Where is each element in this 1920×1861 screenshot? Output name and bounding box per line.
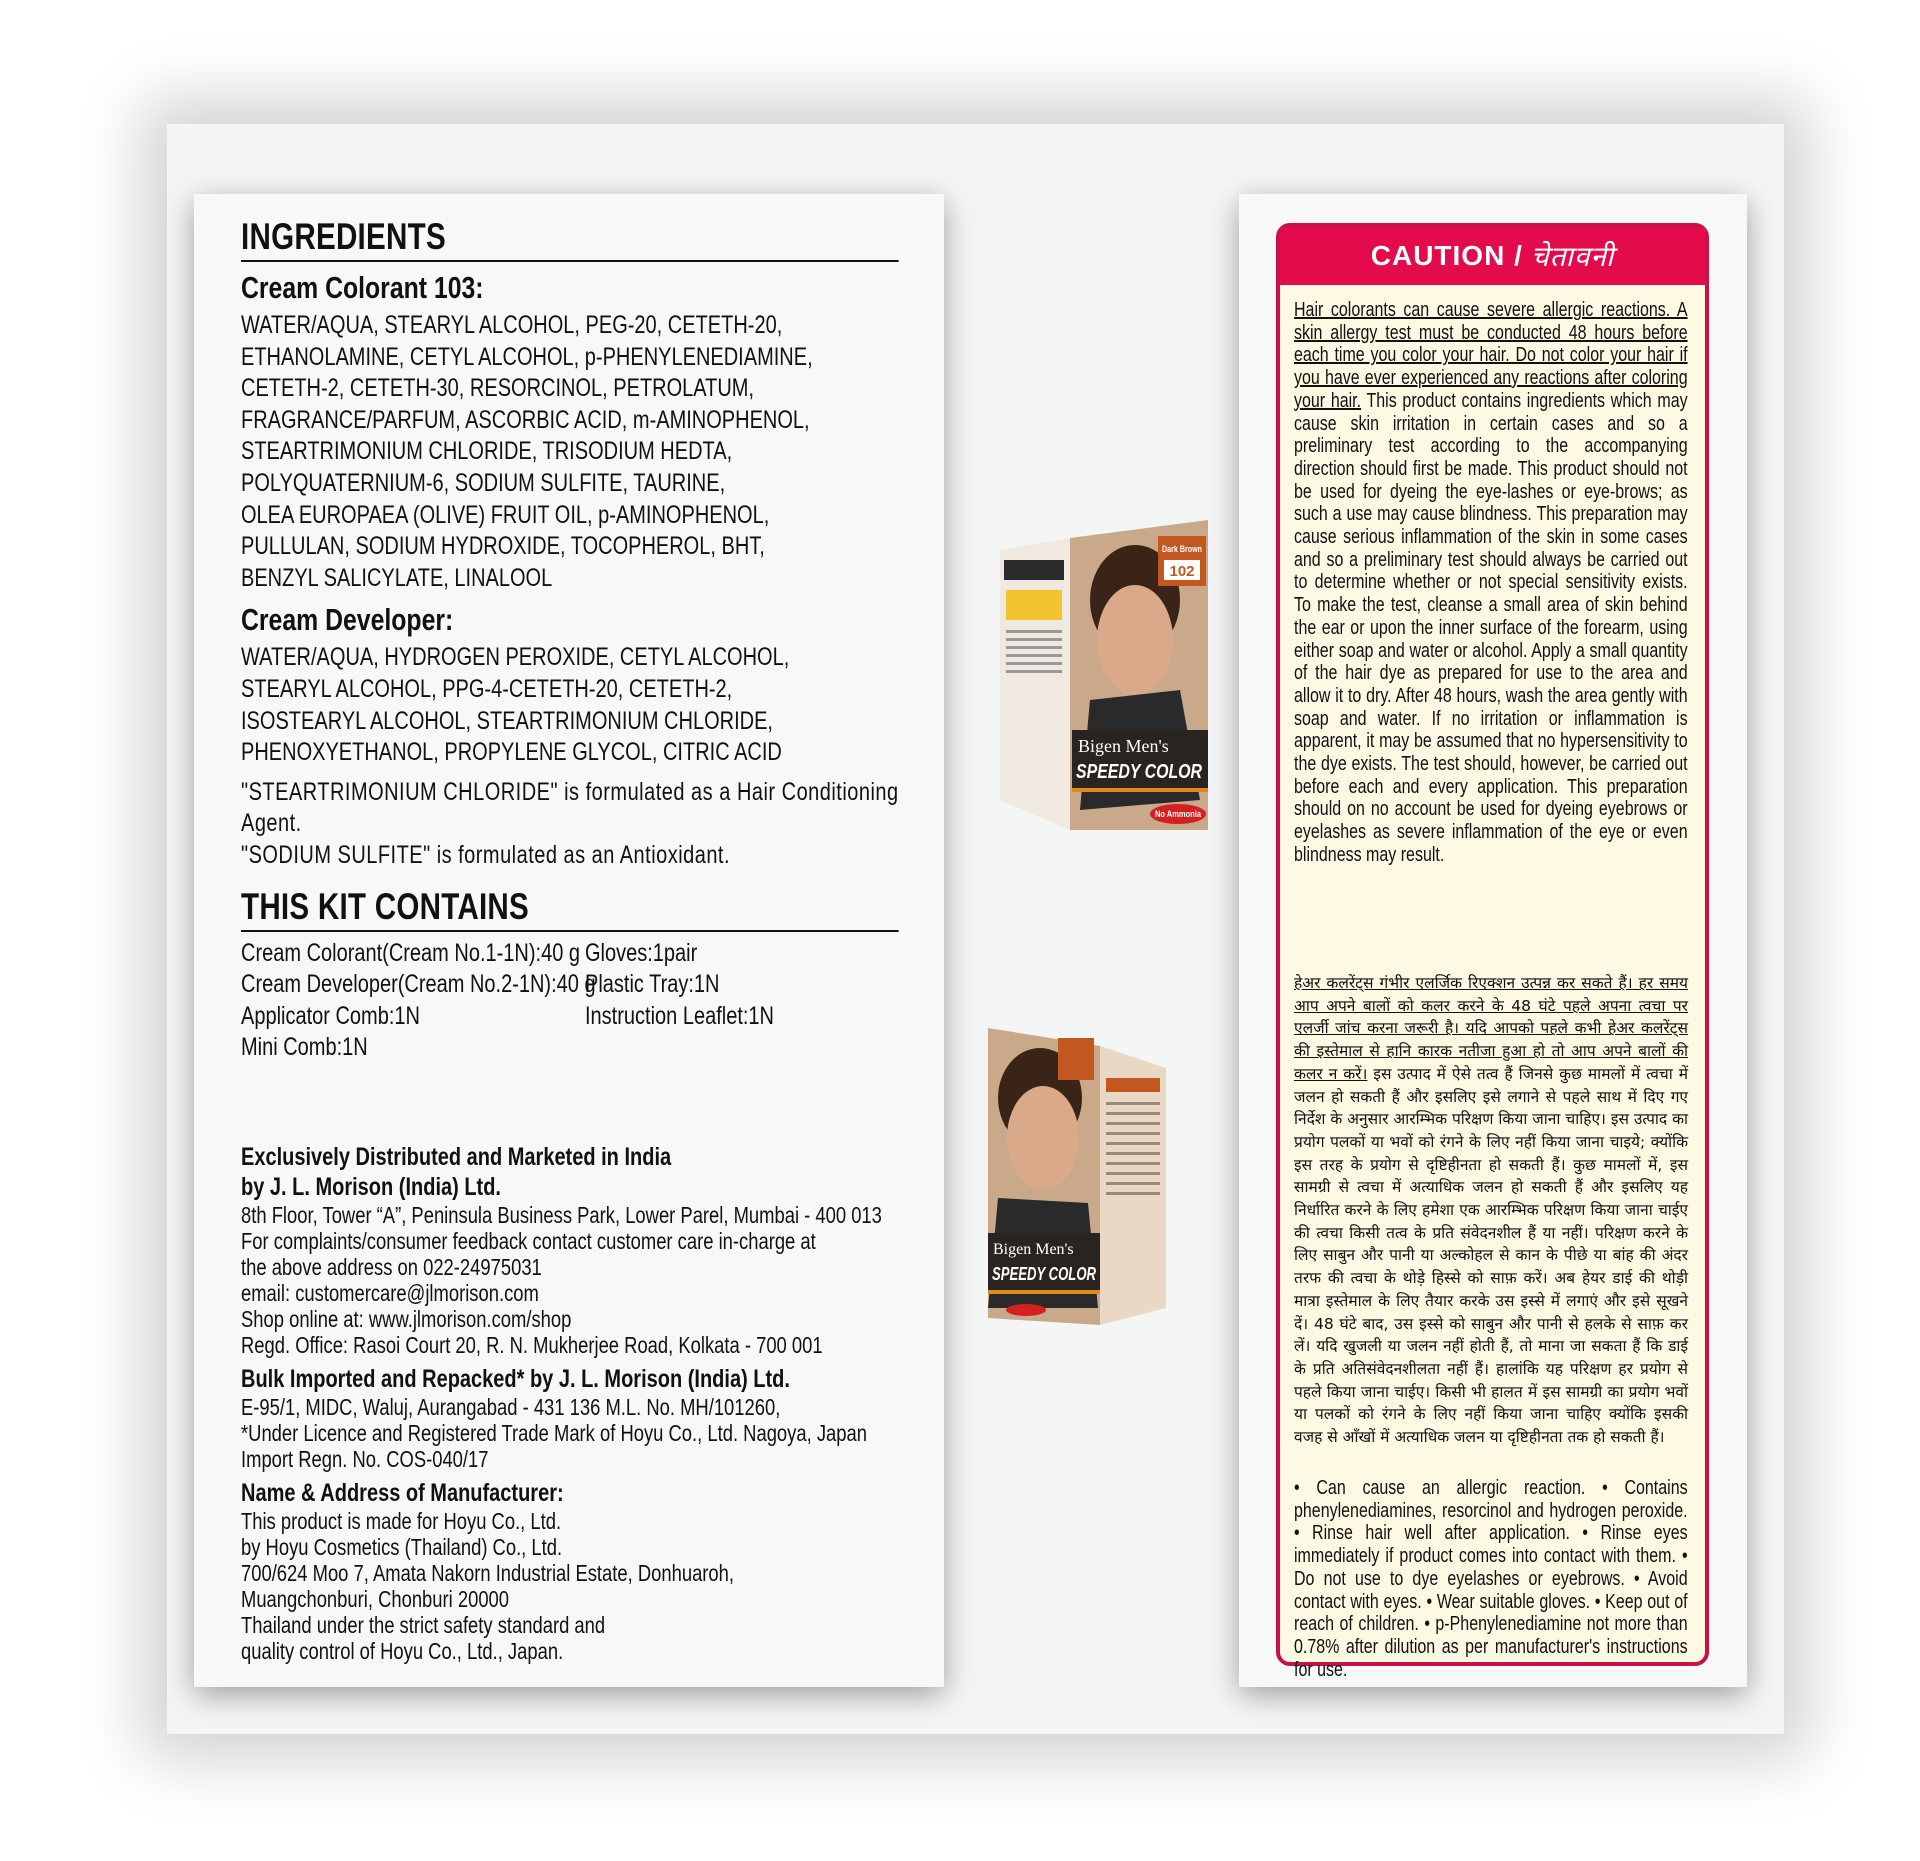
address-line: E-95/1, MIDC, Waluj, Aurangabad - 431 136 M.L. No. MH/101260,: [241, 1393, 781, 1420]
kit-title: THIS KIT CONTAINS: [241, 886, 899, 932]
address-line: Muangchonburi, Chonburi 20000: [241, 1585, 510, 1612]
distributor-name: by J. L. Morison (India) Ltd.: [241, 1172, 501, 1201]
ingredients-title: INGREDIENTS: [241, 216, 899, 262]
address-line: quality control of Hoyu Co., Ltd., Japan.: [241, 1637, 564, 1664]
box-shade-number: 102: [1169, 563, 1195, 580]
product-box-image-2: [988, 1028, 1166, 1325]
kit-item: Cream Colorant(Cream No.1-1N):40 g: [241, 938, 581, 967]
caution-english: [1294, 299, 1688, 867]
ingredient-line: STEARTRIMONIUM CHLORIDE, TRISODIUM HEDTA,: [241, 437, 733, 466]
colorant-list: [241, 310, 899, 594]
kit-item: Applicator Comb:1N: [241, 1001, 420, 1030]
address-line: the above address on 022-24975031: [241, 1253, 542, 1280]
kit-column-1: [241, 938, 596, 1064]
ingredient-line: WATER/AQUA, HYDROGEN PEROXIDE, CETYL ALCOHOL,: [241, 643, 790, 672]
ingredient-line: ISOSTEARYL ALCOHOL, STEARTRIMONIUM CHLORIDE,: [241, 706, 773, 735]
ingredient-line: PHENOXYETHANOL, PROPYLENE GLYCOL, CITRIC ACID: [241, 738, 782, 767]
kit-item: Cream Developer(Cream No.2-1N):40 g: [241, 970, 596, 999]
developer-list: [241, 642, 899, 768]
ingredient-line: PULLULAN, SODIUM HYDROXIDE, TOCOPHEROL, BHT,: [241, 532, 765, 561]
importer-title: Bulk Imported and Repacked* by J. L. Morison (India) Ltd.: [241, 1364, 790, 1393]
ingredients-text: [241, 216, 899, 1664]
address-line: This product is made for Hoyu Co., Ltd.: [241, 1507, 562, 1534]
box-brand: Bigen Men's: [1078, 736, 1169, 756]
note-antioxidant: "SODIUM SULFITE" is formulated as an Antioxidant.: [241, 840, 731, 869]
address-line: *Under Licence and Registered Trade Mark of Hoyu Co., Ltd. Nagoya, Japan: [241, 1419, 867, 1446]
kit-item: Mini Comb:1N: [241, 1033, 368, 1062]
address-line: For complaints/consumer feedback contact customer care in-charge at: [241, 1227, 816, 1254]
kit-contents: [241, 938, 899, 1064]
note-conditioning: "STEARTRIMONIUM CHLORIDE" is formulated as a Hair Conditioning Agent.: [241, 777, 899, 838]
distributor-address: [241, 1202, 899, 1358]
address-line: Shop online at: www.jlmorison.com/shop: [241, 1305, 572, 1332]
box2-name: SPEEDY COLOR: [992, 1264, 1096, 1284]
caution-box: [1276, 223, 1709, 1681]
address-line: Thailand under the strict safety standard and: [241, 1611, 606, 1638]
caution-bullets-block: [1294, 1477, 1688, 1687]
distributor-title: Exclusively Distributed and Marketed in India: [241, 1142, 672, 1171]
caution-hindi: [1294, 972, 1688, 1449]
caution-hindi-block: [1294, 972, 1688, 1459]
ingredient-line: OLEA EUROPAEA (OLIVE) FRUIT OIL, p-AMINOPHENOL,: [241, 500, 770, 529]
box-badge: No Ammonia: [1155, 809, 1202, 819]
colorant-title: Cream Colorant 103:: [241, 270, 484, 305]
address-line: 700/624 Moo 7, Amata Nakorn Industrial Estate, Donhuaroh,: [241, 1559, 735, 1586]
address-line: email: customercare@jlmorison.com: [241, 1279, 539, 1306]
caution-warning-underlined: Hair colorants can cause severe allergic reactions. A skin allergy test must be conducted 48 hours before each time you color your hair. Do not color your hair if you have ever experienced any reactions after coloring your hair.: [1294, 299, 1688, 412]
ingredient-line: FRAGRANCE/PARFUM, ASCORBIC ACID, m-AMINOPHENOL,: [241, 405, 810, 434]
ingredient-line: WATER/AQUA, STEARYL ALCOHOL, PEG-20, CETETH-20,: [241, 311, 783, 339]
kit-column-2: [585, 938, 774, 1064]
box-shade: Dark Brown: [1162, 544, 1202, 554]
caution-text: [1294, 299, 1688, 873]
manufacturer-title: Name & Address of Manufacturer:: [241, 1478, 564, 1507]
ingredient-line: STEARYL ALCOHOL, PPG-4-CETETH-20, CETETH-2,: [241, 674, 733, 703]
caution-header: [1280, 227, 1705, 285]
caution-hindi-underlined: हेअर कलरेंट्स गंभीर एलर्जिक रिएक्शन उत्पन्न कर सकते हैं। हर समय आप अपने बालों को कलर करने के 48 घंटे पहले अपना त्वचा पर एलर्जी जांच करना जरूरी है। यदि आपको पहले कभी हेअर कलरेंट्स की इस्तेमाल से हानि कारक नतीजा हुआ हो तो आप अपने बालों की कलर न करें।: [1294, 974, 1688, 1083]
address-line: by Hoyu Cosmetics (Thailand) Co., Ltd.: [241, 1533, 563, 1560]
developer-title: Cream Developer:: [241, 602, 454, 638]
caution-bullets: • Can cause an allergic reaction. • Contains phenylenediamines, resorcinol and hydrogen peroxide. • Rinse hair well after application. • Rinse eyes immediately if product comes into contact with them. • Do not use to dye eyelashes or eyebrows. • Avoid contact with eyes. • Wear suitable gloves. • Keep out of reach of children. • p-Phenylenediamine not more than 0.78% after dilution as per manufacturer's instructions for use.: [1294, 1477, 1688, 1681]
caution-panel: [1239, 194, 1747, 1687]
ingredient-line: BENZYL SALICYLATE, LINALOOL: [241, 563, 553, 592]
ingredients-panel: [194, 194, 944, 1687]
caution-title: CAUTION /: [1370, 240, 1523, 271]
ingredient-line: POLYQUATERNIUM-6, SODIUM SULFITE, TAURINE,: [241, 468, 726, 497]
caution-title-hindi: चेतावनी: [1530, 241, 1615, 272]
ingredient-line: ETHANOLAMINE, CETYL ALCOHOL, p-PHENYLENEDIAMINE,: [241, 342, 813, 371]
kit-item: Plastic Tray:1N: [585, 970, 720, 999]
kit-item: Gloves:1pair: [585, 938, 698, 967]
box2-brand: Bigen Men's: [993, 1241, 1074, 1258]
address-line: 8th Floor, Tower “A”, Peninsula Business Park, Lower Parel, Mumbai - 400 013: [241, 1201, 882, 1228]
ingredient-line: CETETH-2, CETETH-30, RESORCINOL, PETROLATUM,: [241, 374, 755, 403]
product-box-image: [1000, 520, 1208, 830]
box-name: SPEEDY COLOR: [1076, 761, 1203, 783]
caution-hindi-body: इस उत्पाद में ऐसे तत्व हैं जिनसे कुछ मामलों में त्वचा में जलन हो सकती हैं और इसलिए इसे लगाने से पहले साथ में दिए गए निर्देश के अनुसार आरम्भिक परिक्षण किया जाना चाहिए। इस उत्पाद का प्रयोग पलकों या भवों को रंगने के लिए नहीं किया जाना चाइये; क्योंकि इस तरह के प्रयोग से दृष्टिहीनता हो सकती हैं। कुछ मामलों में, इस सामग्री से त्वचा में अत्याधिक जलन हो सकती हैं और इसलिए यह निर्धारित करने के लिए हमेशा एक आरम्भिक परिक्षण किया जाना चाईए की त्वचा किसी तत्व के प्रति संवेदनशील हैं या नहीं। परिक्षण करने के लिए साबुन और पानी या अल्कोहल से कान के पीछे या बांह की अंदर तरफ की त्वचा के थोड़े हिस्से को साफ़ करें। अब हेयर डाई की थोड़ी मात्रा इस्तेमाल के लिए तैयार करके उस इस्से में लगाएं और इसे सूखने दें। 48 घंटे बाद, उस इस्से को साबुन और पानी से हलके से साफ़ कर लें। यदि खुजली या जलन नहीं होती हैं, तो माना जा सकता हैं कि डाई के प्रति अतिसंवेदनशीलता नहीं हैं। हालांकि यह परिक्षण हर प्रयोग से पहले किया जाना चाईए। किसी भी हालत में इस सामग्री का प्रयोग भवों या पलकों को रंगने के लिए नहीं किया जाना चाहिए क्योंकि इसकी वजह से आँखों में अत्याधिक जलन या दृष्टिहीनता तक हो सकती हैं।: [1294, 1064, 1688, 1447]
address-line: Import Regn. No. COS-040/17: [241, 1445, 489, 1472]
address-line: Regd. Office: Rasoi Court 20, R. N. Mukherjee Road, Kolkata - 700 001: [241, 1331, 823, 1358]
importer-address: [241, 1394, 899, 1472]
kit-item: Instruction Leaflet:1N: [585, 1001, 774, 1030]
manufacturer-address: [241, 1508, 899, 1664]
caution-english-body: This product contains ingredients which may cause skin irritation in certain cases and so a preliminary test according to the accompanying direction should first be made. This product should not be used for dyeing the eye-lashes or eye-brows; as such a use may cause blindness. This preparation may cause serious inflammation of the skin in some cases and so a preliminary test should always be carried out to determine whether or not special sensitivity exists. To make the test, cleanse a small area of skin behind the ear or upon the inner surface of the forearm, using either soap and water or alcohol. Apply a small quantity of the hair dye as prepared for use to the area and allow it to dry. After 48 hours, wash the area gently with soap and water. If no irritation or inflammation is apparent, it may be assumed that no hypersensitivity to the dye exists. The test should, however, be carried out before each and every application. This preparation should on no account be used for dyeing eyebrows or eyelashes as severe inflammation of the eye or even blindness may result.: [1294, 389, 1688, 866]
